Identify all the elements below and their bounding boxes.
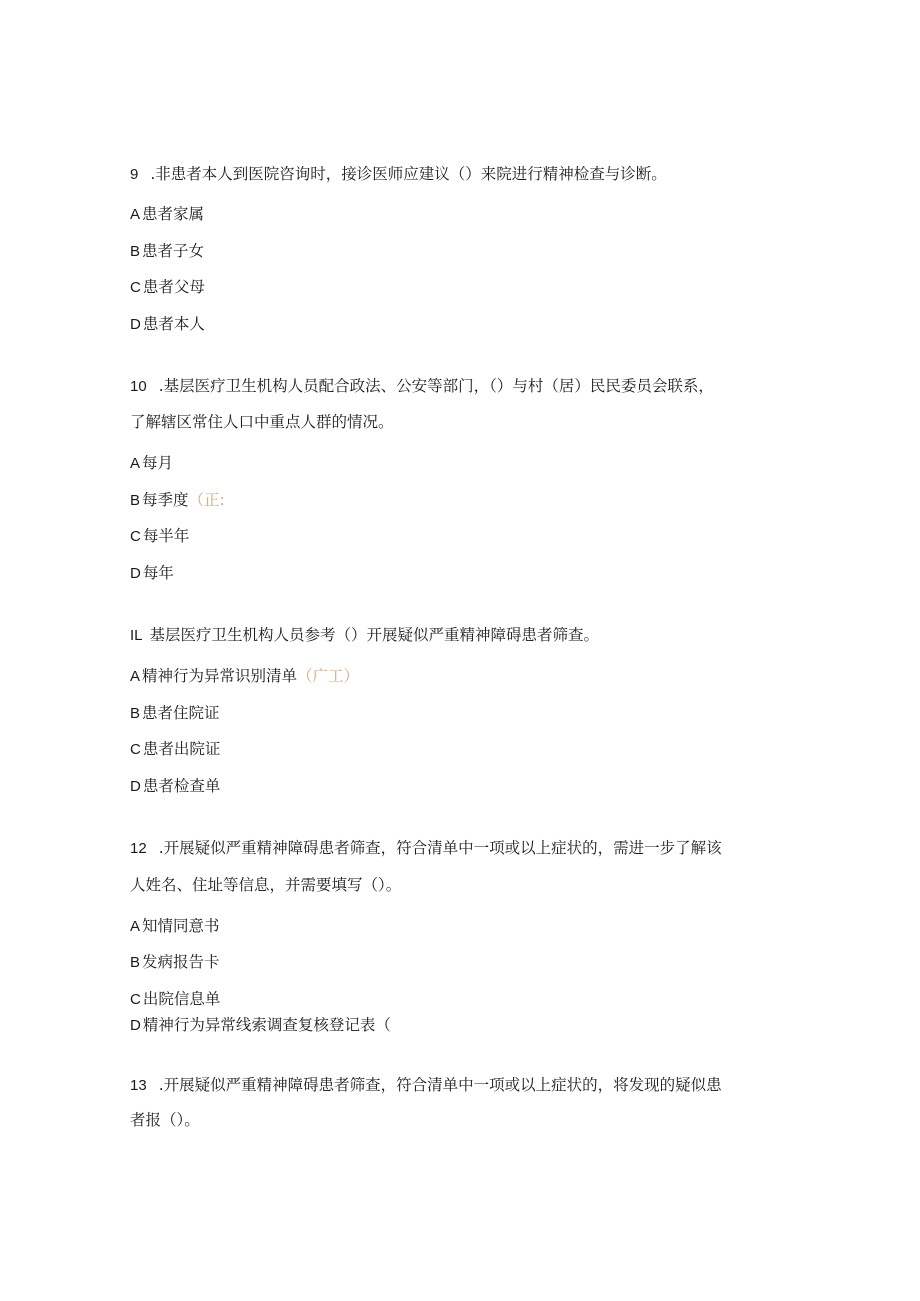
question-stem: .非患者本人到医院咨询时，接诊医师应建议（）来院进行精神检查与诊断。 — [150, 165, 667, 183]
option-text: 每月 — [142, 454, 174, 472]
option-letter: D — [130, 778, 141, 795]
option-text: 患者子女 — [142, 242, 205, 260]
option-text: 每年 — [142, 564, 174, 582]
question-9-option-b — [130, 241, 204, 262]
option-text: 出院信息单 — [142, 990, 221, 1008]
option-letter: C — [130, 279, 141, 296]
question-stem: .开展疑似严重精神障碍患者筛查，符合清单中一项或以上症状的，需进一步了解该 — [158, 839, 722, 857]
option-letter: C — [130, 528, 141, 545]
option-text: 患者住院证 — [142, 704, 220, 722]
question-11-option-c — [130, 739, 220, 760]
option-text: 患者检查单 — [142, 777, 221, 795]
option-text: 患者出院证 — [142, 740, 221, 758]
option-text: 精神行为异常线索调查复核登记表（ — [142, 1016, 391, 1034]
question-number: IL — [130, 627, 143, 644]
option-letter: D — [130, 565, 141, 582]
option-text: 知情同意书 — [142, 917, 220, 935]
question-10-option-a — [130, 453, 173, 474]
question-12-option-a — [130, 916, 220, 937]
question-11-option-a — [130, 666, 359, 687]
option-letter: A — [130, 206, 141, 223]
question-stem: 基层医疗卫生机构人员参考（）开展疑似严重精神障碍患者筛查。 — [149, 626, 599, 644]
question-11-option-d — [130, 776, 220, 797]
question-number: 13 — [130, 1077, 147, 1094]
option-letter: A — [130, 668, 141, 685]
faint-annotation: （正: — [188, 491, 225, 509]
faint-annotation: （广工） — [297, 667, 360, 685]
question-12-text-line-1 — [130, 838, 722, 859]
option-text: 患者父母 — [142, 278, 205, 296]
option-text: 每季度 — [142, 491, 189, 509]
option-text: 患者家属 — [142, 205, 205, 223]
question-9-option-a — [130, 204, 204, 225]
question-12-option-c — [130, 989, 220, 1010]
question-9-text — [130, 164, 667, 185]
option-letter: A — [130, 918, 141, 935]
question-11-text — [130, 625, 599, 646]
option-letter: B — [130, 954, 141, 971]
question-9-option-d — [130, 314, 205, 335]
option-text: 精神行为异常识别清单 — [142, 667, 298, 685]
option-letter: C — [130, 741, 141, 758]
option-letter: D — [130, 316, 141, 333]
question-12-text-line-2: 人姓名、住址等信息，并需要填写（）。 — [130, 876, 402, 894]
question-9-option-c — [130, 277, 205, 298]
question-13-text-line-1 — [130, 1075, 722, 1096]
question-10-text-line-2: 了解辖区常住人口中重点人群的情况。 — [130, 413, 394, 431]
option-letter: C — [130, 991, 141, 1008]
option-text: 每半年 — [142, 527, 190, 545]
question-10-option-c — [130, 526, 189, 547]
question-13-text-line-2: 者报（）。 — [130, 1111, 200, 1129]
question-11-option-b — [130, 703, 220, 724]
question-number: 12 — [130, 840, 147, 857]
question-10-text-line-1 — [130, 376, 714, 397]
question-10-option-b — [130, 490, 225, 511]
option-letter: B — [130, 243, 141, 260]
option-text: 患者本人 — [142, 315, 205, 333]
option-letter: A — [130, 455, 141, 472]
question-stem: .基层医疗卫生机构人员配合政法、公安等部门，（）与村（居）民民委员会联系， — [158, 377, 714, 395]
question-number: 10 — [130, 378, 147, 395]
option-letter: B — [130, 492, 141, 509]
question-number: 9 — [130, 166, 139, 183]
question-10-option-d — [130, 563, 174, 584]
option-letter: D — [130, 1017, 141, 1034]
question-stem: .开展疑似严重精神障碍患者筛查，符合清单中一项或以上症状的，将发现的疑似患 — [158, 1076, 722, 1094]
question-12-option-b — [130, 952, 220, 973]
option-text: 发病报告卡 — [142, 953, 220, 971]
option-letter: B — [130, 705, 141, 722]
question-12-option-d — [130, 1015, 391, 1036]
